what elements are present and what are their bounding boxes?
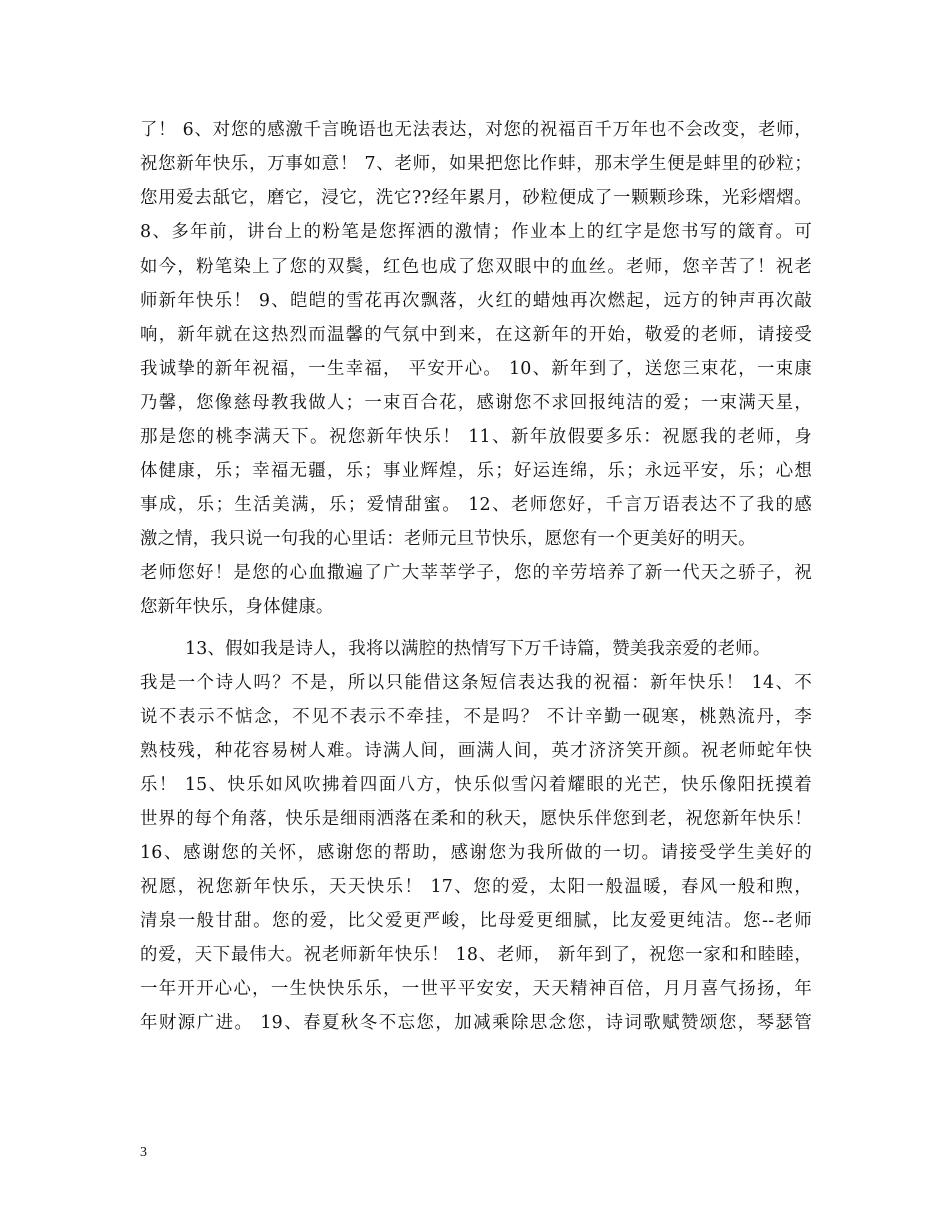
- text-line: 您新年快乐，身体健康。: [140, 597, 334, 617]
- text-line: 如今，粉笔染上了您的双鬓，红色也成了您双眼中的血丝。老师，您辛苦了！祝老: [140, 257, 812, 277]
- text-line: 师新年快乐！ 9、皑皑的雪花再次飘落，火红的蜡烛再次燃起，远方的钟声再次敲: [140, 291, 812, 311]
- text-line: 乐！ 15、快乐如风吹拂着四面八方，快乐似雪闪着耀眼的光芒，快乐像阳抚摸着: [140, 775, 812, 795]
- text-line: 那是您的桃李满天下。祝您新年快乐！ 11、新年放假要多乐：祝愿我的老师，身: [140, 427, 812, 447]
- text-line: 祝您新年快乐，万事如意！ 7、老师，如果把您比作蚌，那末学生便是蚌里的砂粒；: [140, 154, 812, 174]
- text-line: 我是一个诗人吗？不是，所以只能借这条短信表达我的祝福：新年快乐！ 14、不: [140, 673, 812, 693]
- text-line: 我诚挚的新年祝福，一生幸福， 平安开心。 10、新年到了，送您三束花，一束康: [140, 359, 812, 379]
- text-line: 您用爱去舐它，磨它，浸它，洗它??经年累月，砂粒便成了一颗颗珍珠，光彩熠熠。: [140, 188, 812, 208]
- text-line: 清泉一般甘甜。您的爱，比父爱更严峻，比母爱更细腻，比友爱更纯洁。您--老师: [140, 911, 812, 931]
- paragraph-first-line: 13、假如我是诗人，我将以满腔的热情写下万千诗篇，赞美我亲爱的老师。: [185, 639, 771, 659]
- text-line: 16、感谢您的关怀，感谢您的帮助，感谢您为我所做的一切。请接受学生美好的: [140, 843, 812, 863]
- text-line: 世界的每个角落，快乐是细雨洒落在柔和的秋天，愿快乐伴您到老，祝您新年快乐！: [140, 809, 812, 829]
- text-line: 8、多年前，讲台上的粉笔是您挥洒的激情；作业本上的红字是您书写的箴育。可: [140, 222, 812, 242]
- text-line: 乃馨，您像慈母教我做人；一束百合花，感谢您不求回报纯洁的爱；一束满天星，: [140, 393, 812, 413]
- text-line: 老师您好！是您的心血撒遍了广大莘莘学子，您的辛劳培养了新一代天之骄子，祝: [140, 563, 812, 583]
- text-line: 说不表示不惦念，不见不表示不牵挂，不是吗？ 不计辛勤一砚寒，桃熟流丹，李: [140, 707, 812, 727]
- text-line: 体健康，乐；幸福无疆，乐；事业辉煌，乐；好运连绵，乐；永远平安，乐；心想: [140, 461, 812, 481]
- text-line: 祝愿，祝您新年快乐，天天快乐！ 17、您的爱，太阳一般温暖，春风一般和煦，: [140, 877, 812, 897]
- text-line: 熟枝残，种花容易树人难。诗满人间，画满人间，英才济济笑开颜。祝老师蛇年快: [140, 741, 812, 761]
- text-line: 一年开开心心，一生快快乐乐，一世平平安安，天天精神百倍，月月喜气扬扬，年: [140, 979, 812, 999]
- text-line: 年财源广进。 19、春夏秋冬不忘您，加减乘除思念您，诗词歌赋赞颂您，琴瑟管: [140, 1013, 812, 1033]
- text-line: 事成，乐；生活美满，乐；爱情甜蜜。 12、老师您好，千言万语表达不了我的感: [140, 495, 812, 515]
- text-line: 激之情，我只说一句我的心里话：老师元旦节快乐，愿您有一个更美好的明天。: [140, 529, 756, 549]
- text-line: 的爱，天下最伟大。祝老师新年快乐！ 18、老师， 新年到了，祝您一家和和睦睦，: [140, 945, 812, 965]
- text-line: 响，新年就在这热烈而温馨的气氛中到来，在这新年的开始，敬爱的老师，请接受: [140, 325, 812, 345]
- page-number: 3: [140, 1145, 147, 1160]
- text-line: 了！ 6、对您的感激千言晚语也无法表达，对您的祝福百千万年也不会改变，老师，: [140, 120, 812, 140]
